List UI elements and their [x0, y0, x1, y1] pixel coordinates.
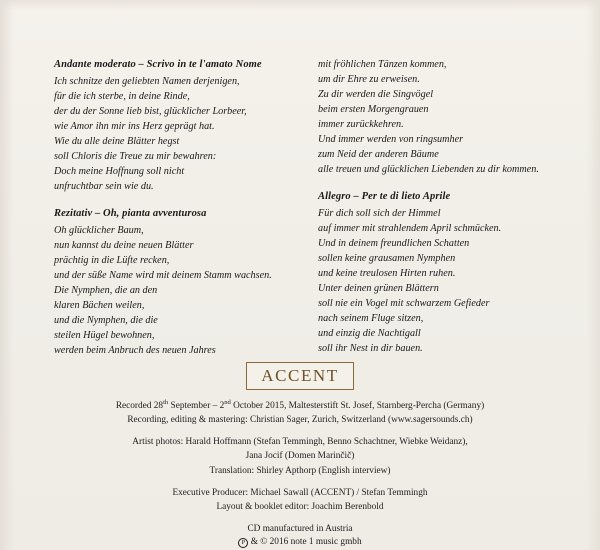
lyrics-column-right [310, 58, 566, 359]
translation-credit-line: Translation: Shirley Apthorp (English interview) [209, 465, 391, 476]
movement-title: Rezitativ – Oh, pianta avventurosa [54, 208, 207, 220]
lyrics-line: Ich schnitze den geliebten Namen derjenigen, [54, 76, 240, 88]
recording-credits [40, 398, 560, 427]
lyrics-line: wie Amor ihn mir ins Herz geprägt hat. [54, 121, 215, 133]
lyrics-line: prächtig in die Lüfte recken, [54, 255, 170, 267]
copyright-line [40, 536, 560, 550]
lyrics-line: Und immer werden von ringsumher [318, 133, 464, 145]
recording-date-part-b: September – 2 [168, 401, 225, 412]
recording-date-sup-a: th [163, 399, 169, 406]
lyrics-line: unfruchtbar sein wie du. [54, 181, 154, 193]
lyrics-line: klaren Bächen weilen, [54, 300, 145, 312]
lyrics-line: Oh glücklicher Baum, [54, 225, 144, 237]
lyrics-spacer [54, 195, 296, 207]
lyrics-line: Zu dir werden die Singvögel [318, 88, 434, 100]
copyright-text: & © 2016 note 1 music gmbh [250, 537, 362, 548]
lyrics-line: mit fröhlichen Tänzen kommen, [318, 59, 447, 70]
lyrics-line: und einzig die Nachtigall [318, 327, 421, 339]
lyrics-spacer [318, 178, 566, 190]
lyrics-line: sollen keine grausamen Nymphen [318, 253, 456, 264]
lyrics-line: soll Chloris die Treue zu mir bewahren: [54, 151, 217, 163]
lyrics-line: nun kannst du deine neuen Blätter [54, 240, 194, 252]
photo-credits [40, 435, 560, 477]
lyrics-line: soll ihr Nest in dir bauen. [318, 342, 423, 354]
accent-label-logo: ACCENT [246, 362, 354, 390]
photo-credits-line-1: Artist photos: Harald Hoffmann (Stefan Temmingh, Benno Schachtner, Wiebke Weidanz), [132, 437, 468, 448]
lyrics-line: werden beim Anbruch des neuen Jahres [54, 345, 216, 357]
production-credits [40, 486, 560, 514]
lyrics-line: für die ich sterbe, in deine Rinde, [54, 91, 190, 103]
lyrics-line: der du der Sonne lieb bist, glücklicher Lorbeer, [54, 106, 247, 118]
lyrics-line: Für dich soll sich der Himmel [318, 208, 441, 220]
lyrics-line: auf immer mit strahlendem April schmücken. [318, 223, 502, 235]
lyrics-line: soll nie ein Vogel mit schwarzem Gefieder [318, 297, 490, 309]
manufactured-line: CD manufactured in Austria [247, 523, 353, 534]
lyrics-line: um dir Ehre zu erweisen. [318, 73, 420, 85]
lyrics-line: und keine treulosen Hirten ruhen. [318, 267, 456, 279]
movement-title: Allegro – Per te di lieto Aprile [318, 190, 451, 202]
lyrics-area [0, 58, 600, 359]
executive-producer-line: Executive Producer: Michael Sawall (ACCENT) / Stefan Temmingh [172, 487, 428, 498]
photo-credits-line-2: Jana Jocif (Domen Marinčič) [245, 451, 355, 462]
lyrics-line: Doch meine Hoffnung soll nicht [54, 166, 185, 178]
lyrics-line: Wie du alle deine Blätter hegst [54, 136, 180, 148]
layout-editor-line: Layout & booklet editor: Joachim Berenbold [216, 501, 384, 512]
page-edge-top [0, 0, 600, 10]
credits-block [0, 398, 600, 550]
recording-date-part-a: Recorded 28 [115, 401, 164, 412]
lyrics-line: immer zurückkehren. [318, 118, 404, 130]
lyrics-line: Die Nymphen, die an den [54, 285, 158, 297]
phonogram-icon: P [238, 538, 248, 548]
label-logo-area [0, 362, 600, 390]
lyrics-line: Unter deinen grünen Blättern [318, 282, 439, 294]
lyrics-line: Und in deinem freundlichen Schatten [318, 238, 470, 250]
manufacture-info [40, 522, 560, 550]
movement-title: Andante moderato – Scrivo in te l'amato Nome [54, 59, 262, 70]
recording-engineer-line: Recording, editing & mastering: Christian Sager, Zurich, Switzerland (www.sagersounds.ch) [127, 415, 473, 426]
recording-date-line [40, 398, 560, 413]
lyrics-line: beim ersten Morgengrauen [318, 103, 429, 115]
lyrics-line: nach seinem Fluge sitzen, [318, 312, 424, 324]
lyrics-column-left [54, 58, 310, 359]
recording-date-sup-b: nd [224, 399, 231, 406]
lyrics-line: zum Neid der anderen Bäume [318, 148, 439, 160]
lyrics-line: und die Nymphen, die die [54, 315, 158, 327]
lyrics-line: alle treuen und glücklichen Liebenden zu dir kommen. [318, 163, 539, 175]
lyrics-line: steilen Hügel bewohnen, [54, 330, 155, 342]
recording-date-part-c: October 2015, Maltesterstift St. Josef, Starnberg-Percha (Germany) [230, 401, 485, 412]
lyrics-line: und der süße Name wird mit deinem Stamm wachsen. [54, 270, 272, 282]
